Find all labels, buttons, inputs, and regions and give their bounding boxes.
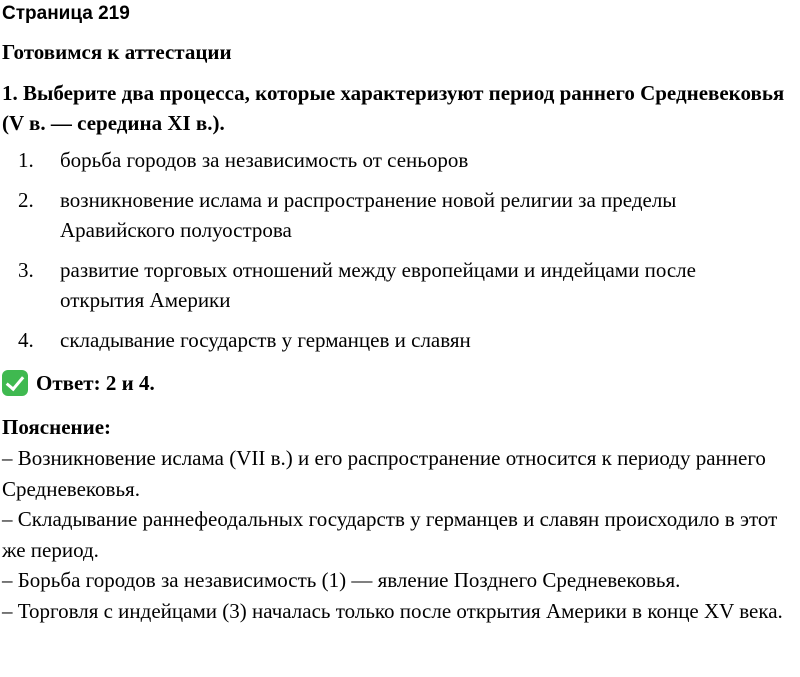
- explanation-body: [2, 443, 787, 626]
- option-number: 1.: [18, 148, 34, 172]
- option-text: развитие торговых отношений между европейцами и индейцами после открытия Америки: [60, 258, 696, 312]
- option-number: 3.: [18, 258, 34, 282]
- option-text: складывание государств у германцев и славян: [60, 328, 471, 352]
- explanation-line: – Торговля с индейцами (3) началась только после открытия Америки в конце XV века.: [2, 598, 783, 623]
- option-number: 2.: [18, 188, 34, 212]
- explanation-line: – Складывание раннефеодальных государств у германцев и славян происходило в этот же период.: [2, 507, 778, 562]
- page-header: Страница 219: [2, 3, 130, 24]
- explanation-line: – Борьба городов за независимость (1) — явление Позднего Средневековья.: [2, 568, 681, 592]
- option-item: [0, 185, 800, 245]
- explanation-line: – Возникновение ислама (VII в.) и его распространение относится к периоду раннего Средневековья.: [2, 446, 766, 501]
- option-item: [0, 325, 800, 355]
- question-text: 1. Выберите два процесса, которые характеризуют период раннего Средневековья (V в. — середина XI в.).: [2, 81, 785, 135]
- option-text: возникновение ислама и распространение новой религии за пределы Аравийского полуострова: [60, 188, 677, 242]
- option-item: [0, 145, 800, 175]
- option-text: борьба городов за независимость от сеньоров: [60, 148, 469, 172]
- answer-row: [2, 368, 155, 398]
- option-item: [0, 255, 800, 315]
- answer-text: Ответ: 2 и 4.: [36, 371, 155, 395]
- section-title: Готовимся к аттестации: [2, 40, 232, 64]
- option-number: 4.: [18, 328, 34, 352]
- answer-options-list: [0, 145, 800, 365]
- explanation-title: Пояснение:: [2, 415, 112, 439]
- check-mark-icon: [2, 370, 28, 396]
